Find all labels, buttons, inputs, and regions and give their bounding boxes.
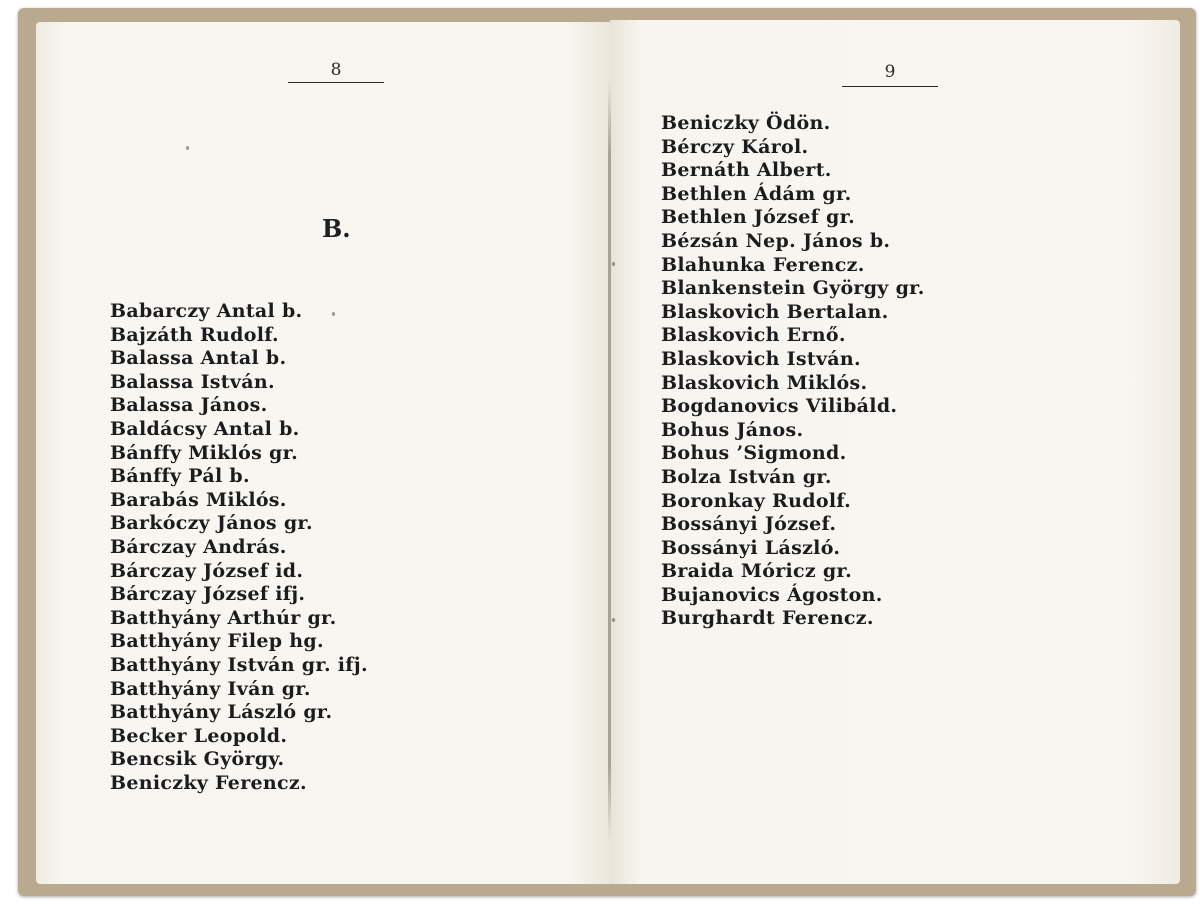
list-item: Bohus János. [661, 418, 804, 441]
list-item: Becker Leopold. [110, 724, 288, 747]
list-item: Blaskovich Ernő. [661, 324, 846, 347]
list-item: Balassa István. [110, 370, 275, 393]
list-item: Babarczy Antal b. [110, 300, 303, 322]
list-item: Bethlen József gr. [661, 206, 856, 229]
left-header-rule [288, 82, 384, 83]
list-item: Bárczay András. [110, 535, 287, 558]
list-item: Bethlen Ádám gr. [661, 182, 852, 205]
list-item: Bánffy Pál b. [110, 465, 250, 488]
list-item: Burghardt Ferencz. [661, 607, 874, 630]
list-item: Bajzáth Rudolf. [110, 323, 279, 346]
right-page-number: 9 [884, 62, 896, 82]
list-item: Beniczky Ferencz. [110, 771, 307, 794]
list-item: Baldácsy Antal b. [110, 417, 300, 440]
list-item: Braida Móricz gr. [661, 560, 852, 583]
list-item: Bujanovics Ágoston. [661, 583, 883, 606]
list-item: Bogdanovics Vilibáld. [661, 395, 898, 418]
list-item: Blahunka Ferencz. [661, 253, 865, 276]
list-item: Bárczay József ifj. [110, 583, 306, 606]
right-header-rule [842, 86, 938, 87]
list-item: Blaskovich Bertalan. [661, 300, 889, 323]
left-name-list [110, 300, 368, 795]
list-item: Bérczy Károl. [661, 135, 809, 158]
right-name-list [661, 112, 925, 631]
list-item: Barkóczy János gr. [110, 512, 313, 535]
paper-speck [612, 262, 615, 266]
list-item: Bohus ’Sigmond. [661, 442, 847, 465]
list-item: Bencsik György. [110, 748, 285, 771]
book-gutter [608, 80, 611, 840]
list-item: Blankenstein György gr. [661, 277, 925, 300]
list-item: Bolza István gr. [661, 465, 832, 488]
left-page-number: 8 [330, 60, 342, 80]
list-item: Beniczky Ödön. [661, 112, 831, 134]
list-item: Batthyány László gr. [110, 701, 333, 724]
list-item: Bánffy Miklós gr. [110, 441, 299, 464]
list-item: Blaskovich István. [661, 347, 861, 370]
list-item: Batthyány Arthúr gr. [110, 606, 337, 629]
paper-speck [612, 618, 615, 622]
list-item: Batthyány István gr. ifj. [110, 653, 368, 676]
list-item: Balassa János. [110, 394, 268, 417]
list-item: Bézsán Nep. János b. [661, 229, 891, 252]
list-item: Barabás Miklós. [110, 488, 287, 511]
list-item: Batthyány Iván gr. [110, 677, 311, 700]
list-item: Balassa Antal b. [110, 347, 287, 370]
list-item: Batthyány Filep hg. [110, 630, 324, 653]
paper-speck [186, 146, 189, 150]
list-item: Bossányi László. [661, 536, 841, 559]
list-item: Bernáth Albert. [661, 159, 832, 182]
list-item: Bárczay József id. [110, 559, 304, 582]
list-item: Boronkay Rudolf. [661, 489, 852, 512]
list-item: Bossányi József. [661, 513, 837, 536]
paper-speck [332, 312, 335, 316]
list-item: Blaskovich Miklós. [661, 371, 868, 394]
section-heading: B. [322, 214, 351, 243]
